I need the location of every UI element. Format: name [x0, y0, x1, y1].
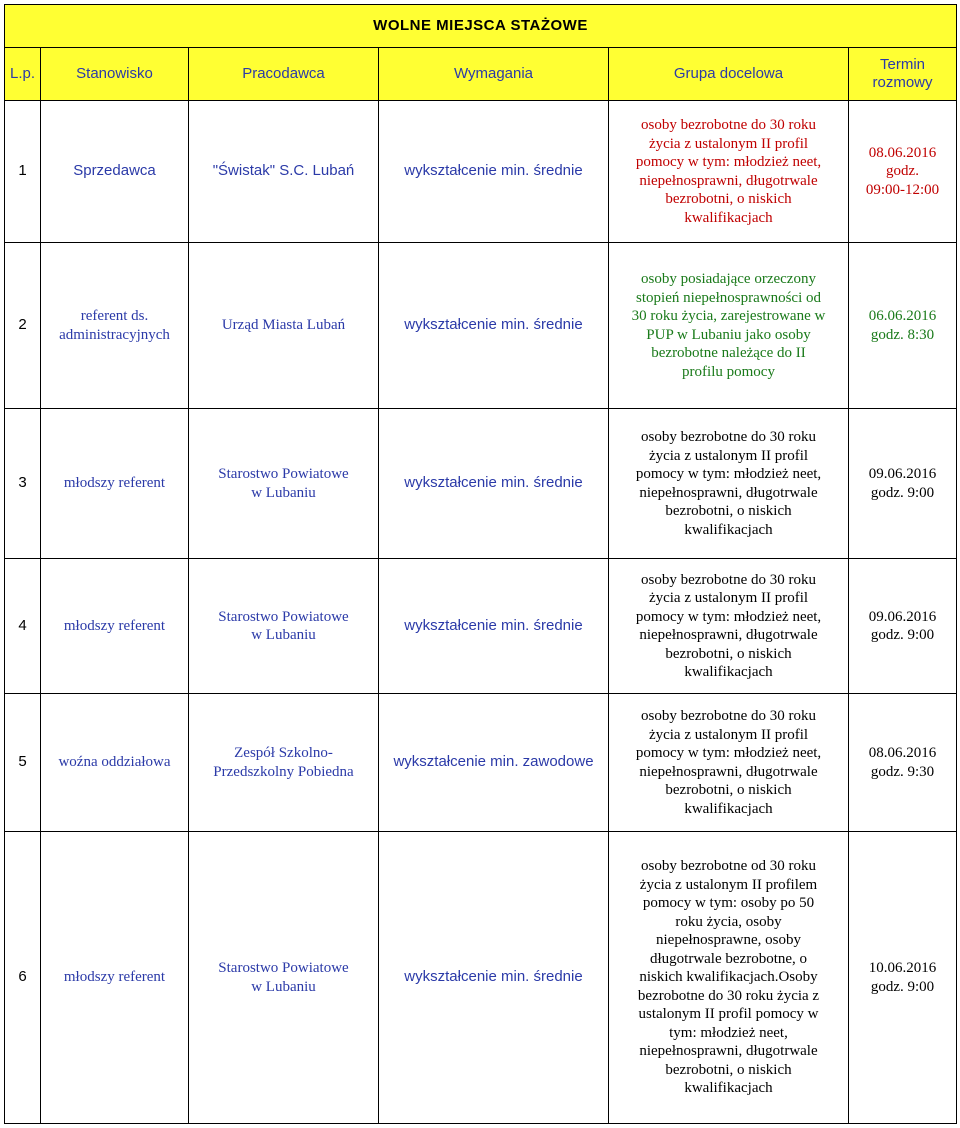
header-lp: L.p.: [5, 48, 41, 101]
row-termin: 06.06.2016 godz. 8:30: [849, 243, 957, 409]
header-pracodawca: Pracodawca: [189, 48, 379, 101]
header-row: [5, 48, 957, 101]
header-grupa: Grupa docelowa: [609, 48, 849, 101]
table-row: [5, 409, 957, 559]
table-row: [5, 243, 957, 409]
row-lp: 6: [5, 832, 41, 1124]
row-grupa: osoby bezrobotne do 30 roku życia z ustalonym II profil pomocy w tym: młodzież neet, niepełnosprawni, długotrwale bezrobotni, o niskich kwalifikacjach: [609, 694, 849, 832]
row-termin: 08.06.2016 godz. 09:00-12:00: [849, 101, 957, 243]
vacancies-table: [4, 4, 957, 1124]
row-lp: 5: [5, 694, 41, 832]
row-lp: 2: [5, 243, 41, 409]
row-grupa: osoby bezrobotne do 30 roku życia z ustalonym II profil pomocy w tym: młodzież neet, niepełnosprawni, długotrwale bezrobotni, o niskich kwalifikacjach: [609, 559, 849, 694]
table-row: [5, 559, 957, 694]
header-wymagania: Wymagania: [379, 48, 609, 101]
row-termin: 08.06.2016 godz. 9:30: [849, 694, 957, 832]
row-stanowisko: młodszy referent: [41, 409, 189, 559]
table-row: [5, 832, 957, 1124]
page-title: WOLNE MIEJSCA STAŻOWE: [5, 5, 957, 48]
row-wymagania: wykształcenie min. średnie: [379, 559, 609, 694]
row-pracodawca: Starostwo Powiatowe w Lubaniu: [189, 559, 379, 694]
row-stanowisko: młodszy referent: [41, 832, 189, 1124]
row-termin: 09.06.2016 godz. 9:00: [849, 559, 957, 694]
row-grupa: osoby bezrobotne od 30 roku życia z ustalonym II profilem pomocy w tym: osoby po 50 roku życia, osoby niepełnosprawne, osoby długotrwale bezrobotne, o niskich kwalifikacjach.Osoby bezrobotne do 30 roku życia z ustalonym II profil pomocy w tym: młodzież neet, niepełnosprawni, długotrwale bezrobotni, o niskich kwalifikacjach: [609, 832, 849, 1124]
row-grupa: osoby bezrobotne do 30 roku życia z ustalonym II profil pomocy w tym: młodzież neet, niepełnosprawni, długotrwale bezrobotni, o niskich kwalifikacjach: [609, 409, 849, 559]
header-stanowisko: Stanowisko: [41, 48, 189, 101]
row-wymagania: wykształcenie min. średnie: [379, 409, 609, 559]
title-row: [5, 5, 957, 48]
row-grupa: osoby bezrobotne do 30 roku życia z ustalonym II profil pomocy w tym: młodzież neet, niepełnosprawni, długotrwale bezrobotni, o niskich kwalifikacjach: [609, 101, 849, 243]
row-lp: 4: [5, 559, 41, 694]
row-pracodawca: Zespół Szkolno- Przedszkolny Pobiedna: [189, 694, 379, 832]
row-stanowisko: młodszy referent: [41, 559, 189, 694]
row-termin: 09.06.2016 godz. 9:00: [849, 409, 957, 559]
row-termin: 10.06.2016 godz. 9:00: [849, 832, 957, 1124]
row-stanowisko: Sprzedawca: [41, 101, 189, 243]
row-wymagania: wykształcenie min. średnie: [379, 832, 609, 1124]
row-wymagania: wykształcenie min. średnie: [379, 101, 609, 243]
row-lp: 3: [5, 409, 41, 559]
table-row: [5, 101, 957, 243]
row-stanowisko: woźna oddziałowa: [41, 694, 189, 832]
header-termin: Termin rozmowy: [849, 48, 957, 101]
row-pracodawca: Urząd Miasta Lubań: [189, 243, 379, 409]
row-wymagania: wykształcenie min. średnie: [379, 243, 609, 409]
row-lp: 1: [5, 101, 41, 243]
row-stanowisko: referent ds. administracyjnych: [41, 243, 189, 409]
table-row: [5, 694, 957, 832]
row-pracodawca: "Świstak" S.C. Lubań: [189, 101, 379, 243]
row-wymagania: wykształcenie min. zawodowe: [379, 694, 609, 832]
row-pracodawca: Starostwo Powiatowe w Lubaniu: [189, 832, 379, 1124]
row-pracodawca: Starostwo Powiatowe w Lubaniu: [189, 409, 379, 559]
row-grupa: osoby posiadające orzeczony stopień niepełnosprawności od 30 roku życia, zarejestrowane w PUP w Lubaniu jako osoby bezrobotne należące do II profilu pomocy: [609, 243, 849, 409]
